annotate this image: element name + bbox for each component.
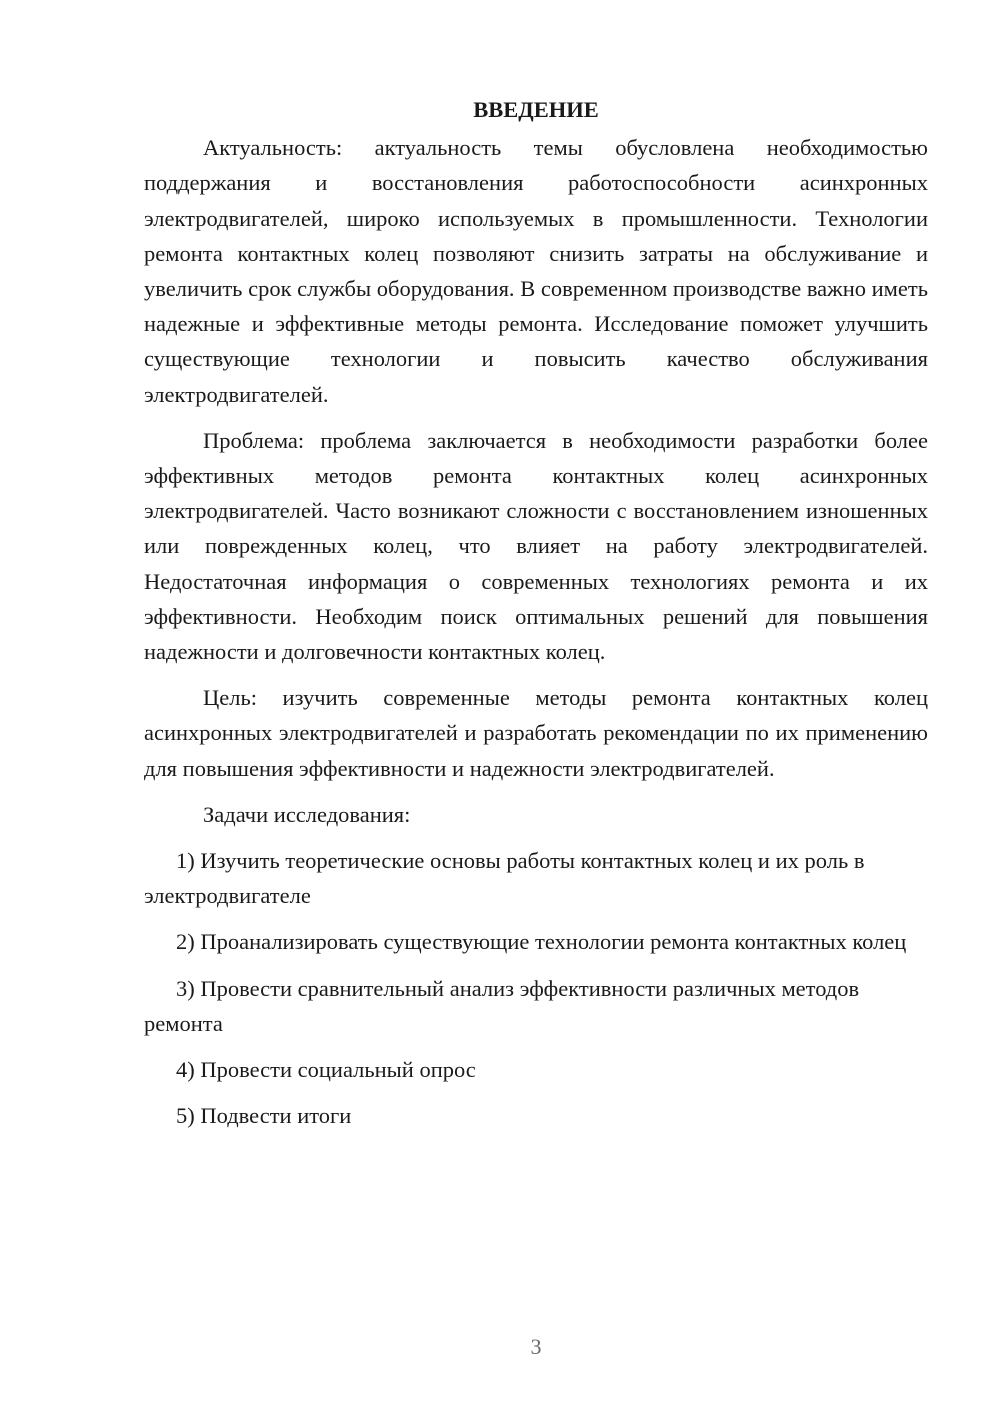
goal-paragraph: Цель: изучить современные методы ремонта контактных колец асинхронных электродвигателей и разработать рекомендации по их применению для повышения эффективности и надежности электродвигателей. bbox=[144, 685, 928, 781]
tasks-title: Задачи исследования: bbox=[203, 801, 411, 827]
page-title: ВВЕДЕНИЕ bbox=[473, 97, 599, 122]
task-item: 2) Проанализировать существующие технологии ремонта контактных колец bbox=[176, 929, 907, 955]
task-item: 4) Провести социальный опрос bbox=[176, 1057, 476, 1083]
task-item: 3) Провести сравнительный анализ эффективности различных методов ремонта bbox=[144, 975, 860, 1036]
task-item: 5) Подвести итоги bbox=[176, 1103, 352, 1129]
page-number: 3 bbox=[530, 1334, 542, 1359]
task-item: 1) Изучить теоретические основы работы контактных колец и их роль в электродвигателе bbox=[144, 848, 865, 909]
relevance-paragraph: Актуальность: актуальность темы обусловлена необходимостью поддержания и восстановления работоспособности асинхронных электродвигателей, широко используемых в промышленности. Технологии ремонта контактных колец позволяют снизить затраты на обслуживание и увеличить срок службы оборудования. В современном производстве важно иметь надежные и эффективные методы ремонта. Исследование поможет улучшить существующие технологии и повысить качество обслуживания электродвигателей. bbox=[144, 135, 928, 407]
problem-paragraph: Проблема: проблема заключается в необходимости разработки более эффективных методов ремонта контактных колец асинхронных электродвигателей. Часто возникают сложности с восстановлением изношенных или поврежденных колец, что влияет на работу электродвигателей. Недостаточная информация о современных технологиях ремонта и их эффективности. Необходим поиск оптимальных решений для повышения надежности и долговечности контактных колец. bbox=[144, 427, 928, 665]
document-body bbox=[144, 92, 928, 1144]
tasks-list bbox=[144, 843, 928, 1133]
